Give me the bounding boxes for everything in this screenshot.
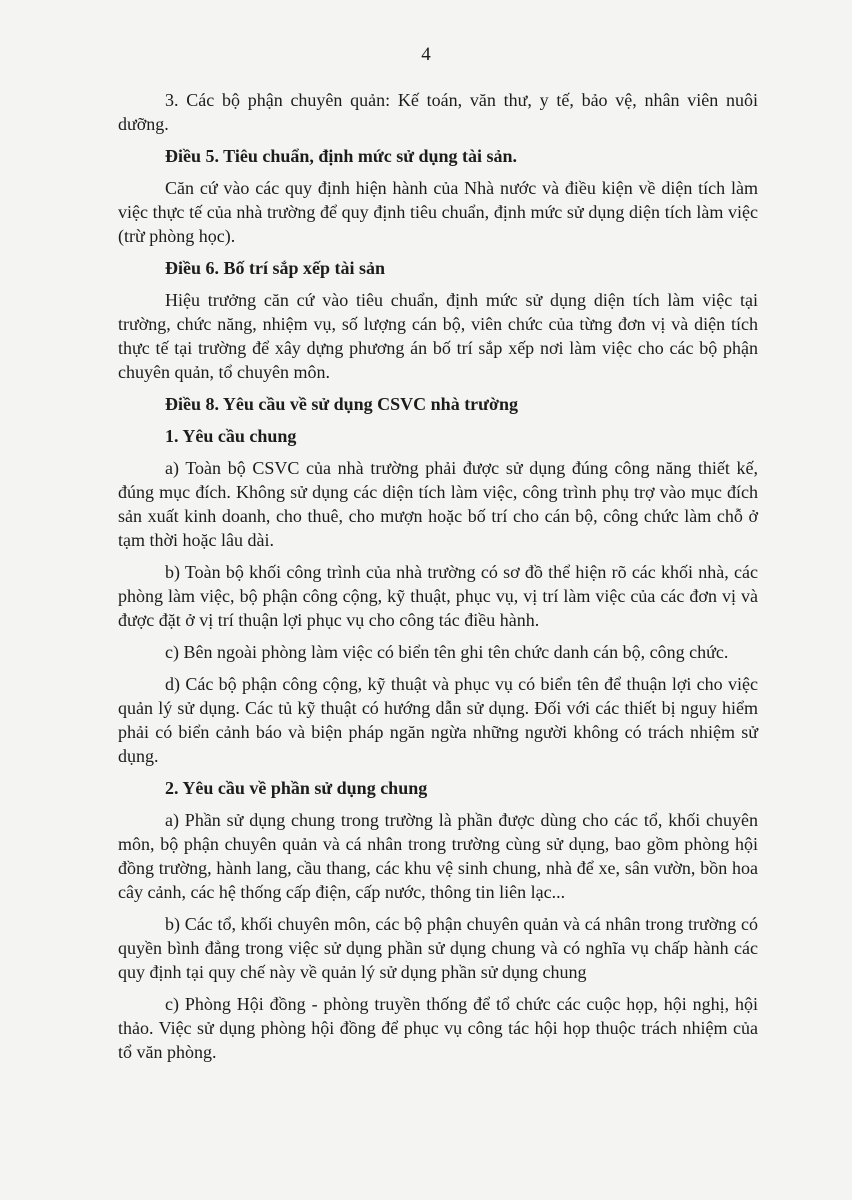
heading-common-use-requirements: 2. Yêu cầu về phần sử dụng chung: [165, 778, 428, 798]
paragraph-article-6: Hiệu trưởng căn cứ vào tiêu chuẩn, định mức sử dụng diện tích làm việc tại trường, chức năng, nhiệm vụ, số lượng cán bộ, viên chức của từng đơn vị và diện tích thực tế tại trường để xây dựng phương án bố trí sắp xếp nơi làm việc cho các bộ phận chuyên quản, tổ chuyên môn.: [118, 290, 758, 382]
paragraph-2a: a) Phần sử dụng chung trong trường là phần được dùng cho các tổ, khối chuyên môn, bộ phận chuyên quản và cá nhân trong trường cùng sử dụng, bao gồm phòng hội đồng trường, hành lang, cầu thang, các khu vệ sinh chung, nhà để xe, sân vườn, bồn hoa cây cảnh, các hệ thống cấp điện, cấp nước, thông tin liên lạc...: [118, 810, 758, 902]
heading-article-8: Điều 8. Yêu cầu về sử dụng CSVC nhà trường: [165, 394, 518, 414]
paragraph-1c: c) Bên ngoài phòng làm việc có biển tên ghi tên chức danh cán bộ, công chức.: [165, 642, 729, 662]
paragraph-article-5: Căn cứ vào các quy định hiện hành của Nhà nước và điều kiện về diện tích làm việc thực tế của nhà trường để quy định tiêu chuẩn, định mức sử dụng diện tích làm việc (trừ phòng học).: [118, 178, 758, 246]
paragraph-staff-units: 3. Các bộ phận chuyên quản: Kế toán, văn thư, y tế, bảo vệ, nhân viên nuôi dưỡng.: [118, 90, 758, 134]
document-body: [118, 88, 758, 1072]
paragraph-1a: a) Toàn bộ CSVC của nhà trường phải được sử dụng đúng công năng thiết kế, đúng mục đích. Không sử dụng các diện tích làm việc, công trình phụ trợ vào mục đích sản xuất kinh doanh, cho thuê, cho mượn hoặc bố trí cho cán bộ, công chức làm chỗ ở tạm thời hoặc lâu dài.: [118, 458, 758, 550]
paragraph-1d: d) Các bộ phận công cộng, kỹ thuật và phục vụ có biển tên để thuận lợi cho việc quản lý sử dụng. Các tủ kỹ thuật có hướng dẫn sử dụng. Đối với các thiết bị nguy hiểm phải có biển cảnh báo và biện pháp ngăn ngừa những người không có trách nhiệm sử dụng.: [118, 674, 758, 766]
heading-general-requirements: 1. Yêu cầu chung: [165, 426, 297, 446]
heading-article-6: Điều 6. Bố trí sắp xếp tài sản: [165, 258, 386, 278]
paragraph-2b: b) Các tổ, khối chuyên môn, các bộ phận chuyên quản và cá nhân trong trường có quyền bình đẳng trong việc sử dụng phần sử dụng chung và có nghĩa vụ chấp hành các quy định tại quy chế này về quản lý sử dụng phần sử dụng chung: [118, 914, 758, 982]
heading-article-5: Điều 5. Tiêu chuẩn, định mức sử dụng tài sản.: [165, 146, 518, 166]
paragraph-2c: c) Phòng Hội đồng - phòng truyền thống để tổ chức các cuộc họp, hội nghị, hội thảo. Việc sử dụng phòng hội đồng để phục vụ công tác hội họp thuộc trách nhiệm của tổ văn phòng.: [118, 994, 758, 1062]
page-number: 4: [421, 44, 431, 65]
paragraph-1b: b) Toàn bộ khối công trình của nhà trường có sơ đồ thể hiện rõ các khối nhà, các phòng làm việc, bộ phận công cộng, kỹ thuật, phục vụ, vị trí làm việc của các đơn vị và được đặt ở vị trí thuận lợi phục vụ cho công tác điều hành.: [118, 562, 758, 630]
